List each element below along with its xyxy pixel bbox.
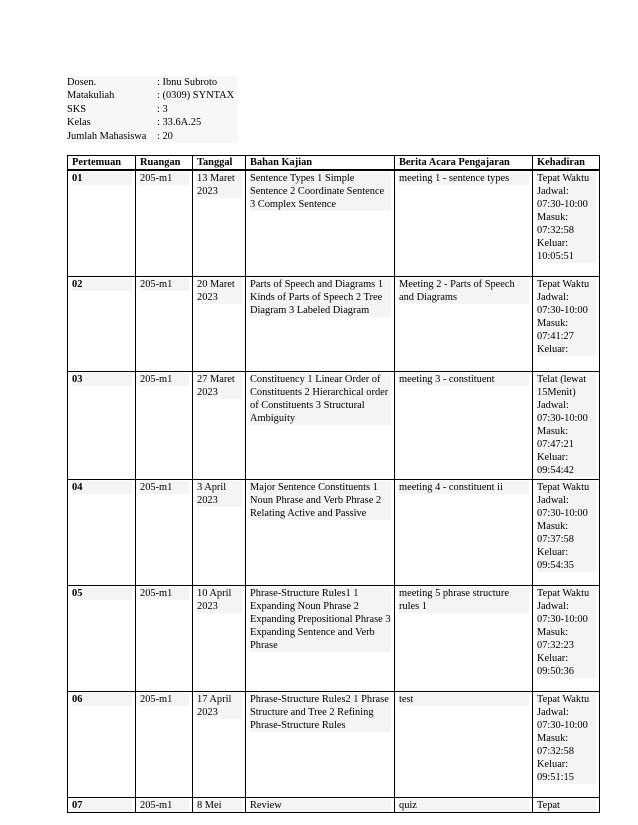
info-label: Dosen.	[67, 77, 97, 88]
teaching-report-cell-text: meeting 1 - sentence types	[399, 172, 529, 185]
room-cell-text: 205-m1	[140, 373, 189, 386]
attendance-cell	[533, 586, 600, 692]
room-cell	[136, 372, 193, 480]
header-ruangan: Ruangan	[136, 156, 193, 171]
header-berita-acara: Berita Acara Pengajaran	[395, 156, 533, 171]
attendance-cell	[533, 692, 600, 798]
info-label: SKS	[67, 103, 87, 115]
room-cell-text: 205-m1	[140, 587, 189, 600]
attendance-cell	[533, 170, 600, 277]
meeting-number-cell	[68, 372, 136, 480]
info-label: Kelas	[67, 117, 91, 129]
date-cell	[193, 170, 246, 277]
room-cell-text: 205-m1	[140, 693, 189, 706]
info-label: Matakuliah	[67, 90, 115, 102]
attendance-cell-text: Tepat Waktu Jadwal: 07:30-10:00 Masuk: 07:37:58 Keluar: 09:54:35	[537, 481, 596, 572]
date-cell-text: 3 April 2023	[197, 481, 242, 507]
room-cell	[136, 586, 193, 692]
info-value: : 20	[157, 130, 173, 142]
table-row	[68, 170, 600, 277]
topic-cell-text: Review	[250, 799, 391, 812]
info-value: : 3	[157, 103, 168, 115]
room-cell	[136, 480, 193, 586]
meeting-number-cell-text: 03	[72, 373, 132, 386]
attendance-cell-text: Tepat Waktu Jadwal: 07:30-10:00 Masuk: 07:32:58 Keluar: 09:51:15	[537, 693, 596, 784]
attendance-cell-text: Tepat Waktu Jadwal: 07:30-10:00 Masuk: 07:41:27 Keluar:	[537, 278, 596, 356]
info-row	[67, 76, 234, 89]
teaching-report-cell	[395, 170, 533, 277]
teaching-report-cell	[395, 586, 533, 692]
teaching-report-cell-text: meeting 3 - constituent	[399, 373, 529, 386]
info-row	[67, 89, 234, 102]
header-pertemuan: Pertemuan	[68, 156, 136, 171]
table-row	[68, 372, 600, 480]
topic-cell	[246, 372, 395, 480]
table-row	[68, 277, 600, 372]
meeting-number-cell-text: 02	[72, 278, 132, 291]
topic-cell	[246, 692, 395, 798]
teaching-report-cell-text: test	[399, 693, 529, 706]
meeting-number-cell-text: 06	[72, 693, 132, 706]
room-cell-text: 205-m1	[140, 799, 189, 812]
course-info	[67, 76, 238, 143]
date-cell	[193, 586, 246, 692]
topic-cell	[246, 277, 395, 372]
teaching-report-cell	[395, 480, 533, 586]
meeting-number-cell-text: 04	[72, 481, 132, 494]
attendance-cell-text: Tepat Waktu Jadwal: 07:30-10:00 Masuk: 07:32:58 Keluar: 10:05:51	[537, 172, 596, 263]
teaching-report-cell-text: meeting 5 phrase structure rules 1	[399, 587, 529, 613]
topic-cell	[246, 480, 395, 586]
attendance-cell	[533, 372, 600, 480]
teaching-report-cell-text: meeting 4 - constituent ii	[399, 481, 529, 494]
attendance-cell	[533, 277, 600, 372]
meeting-number-cell-text: 05	[72, 587, 132, 600]
table-body	[68, 170, 600, 813]
room-cell-text: 205-m1	[140, 172, 189, 185]
date-cell-text: 10 April 2023	[197, 587, 242, 613]
date-cell-text: 20 Maret 2023	[197, 278, 242, 304]
meeting-number-cell	[68, 798, 136, 813]
attendance-cell-text: Tepat Waktu Jadwal: 07:30-10:00 Masuk: 07:32:23 Keluar: 09:50:36	[537, 587, 596, 678]
attendance-table	[67, 155, 600, 813]
attendance-cell-text: Telat (lewat 15Menit) Jadwal: 07:30-10:00 Masuk: 07:47:21 Keluar: 09:54:42	[537, 373, 596, 477]
room-cell-text: 205-m1	[140, 481, 189, 494]
topic-cell-text: Phrase-Structure Rules1 1 Expanding Noun Phrase 2 Expanding Prepositional Phrase 3 Expanding Sentence and Verb Phrase	[250, 588, 391, 651]
date-cell	[193, 798, 246, 813]
meeting-number-cell-text: 07	[72, 799, 132, 812]
teaching-report-cell	[395, 372, 533, 480]
attendance-cell	[533, 798, 600, 813]
date-cell	[193, 277, 246, 372]
table-row	[68, 692, 600, 798]
date-cell-text: 13 Maret 2023	[197, 172, 242, 198]
attendance-cell-text: Tepat	[537, 799, 596, 812]
attendance-cell	[533, 480, 600, 586]
topic-cell	[246, 586, 395, 692]
topic-cell-text: Sentence Types 1 Simple Sentence 2 Coordinate Sentence 3 Complex Sentence	[250, 172, 391, 211]
topic-cell-text: Major Sentence Constituents 1 Noun Phrase and Verb Phrase 2 Relating Active and Passive	[250, 481, 391, 520]
meeting-number-cell	[68, 170, 136, 277]
info-label: Jumlah Mahasiswa	[67, 130, 147, 142]
teaching-report-cell-text: Meeting 2 - Parts of Speech and Diagrams	[399, 278, 529, 304]
info-row	[67, 116, 234, 129]
header-tanggal: Tanggal	[193, 156, 246, 171]
room-cell	[136, 692, 193, 798]
topic-cell-text: Parts of Speech and Diagrams 1 Kinds of Parts of Speech 2 Tree Diagram 3 Labeled Diagram	[250, 278, 391, 317]
date-cell-text: 27 Maret 2023	[197, 373, 242, 399]
topic-cell	[246, 798, 395, 813]
date-cell	[193, 372, 246, 480]
teaching-report-cell	[395, 277, 533, 372]
room-cell-text: 205-m1	[140, 278, 189, 291]
info-row	[67, 130, 234, 143]
teaching-report-cell	[395, 692, 533, 798]
table-row	[68, 586, 600, 692]
date-cell	[193, 692, 246, 798]
meeting-number-cell	[68, 480, 136, 586]
topic-cell-text: Constituency 1 Linear Order of Constituents 2 Hierarchical order of Constituents 3 Structural Ambiguity	[250, 373, 391, 425]
info-value: : Ibnu Subroto	[157, 77, 218, 88]
header-bahan-kajian: Bahan Kajian	[246, 156, 395, 171]
room-cell	[136, 277, 193, 372]
table-row	[68, 798, 600, 813]
teaching-report-cell-text: quiz	[399, 799, 529, 812]
info-value: : (0309) SYNTAX	[157, 90, 235, 102]
meeting-number-cell	[68, 586, 136, 692]
meeting-number-cell	[68, 692, 136, 798]
table-header-row	[68, 156, 600, 171]
table-row	[68, 480, 600, 586]
room-cell	[136, 798, 193, 813]
topic-cell-text: Phrase-Structure Rules2 1 Phrase Structure and Tree 2 Refining Phrase-Structure Rules	[250, 693, 391, 732]
date-cell-text: 17 April 2023	[197, 693, 242, 719]
header-kehadiran: Kehadiran	[533, 156, 600, 171]
room-cell	[136, 170, 193, 277]
teaching-report-cell	[395, 798, 533, 813]
info-row	[67, 103, 234, 116]
info-value: : 33.6A.25	[157, 117, 202, 129]
date-cell-text: 8 Mei	[197, 799, 242, 812]
topic-cell	[246, 170, 395, 277]
meeting-number-cell	[68, 277, 136, 372]
meeting-number-cell-text: 01	[72, 172, 132, 185]
date-cell	[193, 480, 246, 586]
